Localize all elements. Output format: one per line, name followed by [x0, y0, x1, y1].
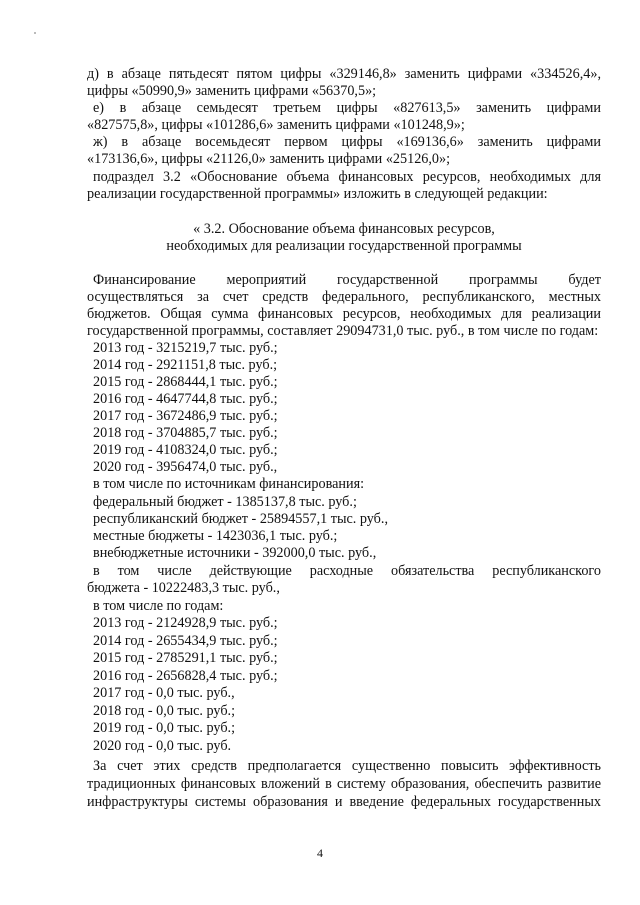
amendment-d-line2: цифры «50990,9» заменить цифрами «56370,5»;	[87, 83, 377, 99]
sources-intro: в том числе по источникам финансирования:	[93, 476, 365, 492]
year-obligation-item: 2013 год - 2124928,9 тыс. руб.;	[93, 615, 278, 631]
year-total-item: 2013 год - 3215219,7 тыс. руб.;	[93, 340, 278, 356]
subsection-line2: реализации государственной программы» изложить в следующей редакции:	[87, 186, 548, 202]
year-total-item: 2019 год - 4108324,0 тыс. руб.;	[93, 442, 278, 458]
source-item: внебюджетные источники - 392000,0 тыс. руб.,	[93, 545, 377, 561]
year-total-item: 2018 год - 3704885,7 тыс. руб.;	[93, 425, 278, 441]
obligations-line1: в том числе действующие расходные обязательства республиканского	[93, 563, 601, 579]
obligations-line2: бюджета - 10222483,3 тыс. руб.,	[87, 580, 280, 596]
amendment-d-line1: д) в абзаце пятьдесят пятом цифры «329146,8» заменить цифрами «334526,4»,	[87, 66, 601, 82]
year-obligation-item: 2020 год - 0,0 тыс. руб.	[93, 738, 232, 754]
page-number: 4	[317, 846, 323, 860]
amendment-e-line2: «827575,8», цифры «101286,6» заменить цифрами «101248,9»;	[87, 117, 465, 133]
section-heading-line2: необходимых для реализации государственной программы	[166, 238, 522, 254]
year-obligation-item: 2015 год - 2785291,1 тыс. руб.;	[93, 650, 278, 666]
funding-paragraph-line3: бюджетов. Общая сумма финансовых ресурсов, необходимых для реализации	[87, 306, 601, 322]
closing-paragraph-line3: инфраструктуры системы образования и введение федеральных государственных	[87, 794, 601, 810]
year-obligation-item: 2018 год - 0,0 тыс. руб.;	[93, 703, 236, 719]
subsection-line1: подраздел 3.2 «Обоснование объема финансовых ресурсов, необходимых для	[93, 169, 601, 185]
source-item: федеральный бюджет - 1385137,8 тыс. руб.;	[93, 494, 357, 510]
funding-paragraph-line2: осуществляться за счет средств федерального, республиканского, местных	[87, 289, 601, 305]
funding-paragraph-line1: Финансирование мероприятий государственной программы будет	[93, 272, 601, 288]
year-total-item: 2015 год - 2868444,1 тыс. руб.;	[93, 374, 278, 390]
amendment-e-line1: е) в абзаце семьдесят третьем цифры «827613,5» заменить цифрами	[93, 100, 601, 116]
year-total-item: 2014 год - 2921151,8 тыс. руб.;	[93, 357, 278, 373]
amendment-zh-line2: «173136,6», цифры «21126,0» заменить цифрами «25126,0»;	[87, 151, 451, 167]
funding-paragraph-line4: государственной программы, составляет 29094731,0 тыс. руб., в том числе по годам:	[87, 323, 599, 339]
years-intro: в том числе по годам:	[93, 598, 224, 614]
year-total-item: 2017 год - 3672486,9 тыс. руб.;	[93, 408, 278, 424]
source-item: местные бюджеты - 1423036,1 тыс. руб.;	[93, 528, 338, 544]
source-item: республиканский бюджет - 25894557,1 тыс. руб.,	[93, 511, 388, 527]
closing-paragraph-line1: За счет этих средств предполагается существенно повысить эффективность	[93, 758, 601, 774]
year-total-item: 2016 год - 4647744,8 тыс. руб.;	[93, 391, 278, 407]
amendment-zh-line1: ж) в абзаце восемьдесят первом цифры «169136,6» заменить цифрами	[93, 134, 601, 150]
year-obligation-item: 2014 год - 2655434,9 тыс. руб.;	[93, 633, 278, 649]
year-total-item: 2020 год - 3956474,0 тыс. руб.,	[93, 459, 278, 475]
section-heading-line1: « 3.2. Обоснование объема финансовых ресурсов,	[193, 221, 495, 237]
year-obligation-item: 2017 год - 0,0 тыс. руб.,	[93, 685, 235, 701]
scan-speck	[34, 32, 36, 34]
closing-paragraph-line2: традиционных финансовых вложений в систему образования, обеспечить развитие	[87, 776, 601, 792]
year-obligation-item: 2016 год - 2656828,4 тыс. руб.;	[93, 668, 278, 684]
year-obligation-item: 2019 год - 0,0 тыс. руб.;	[93, 720, 236, 736]
